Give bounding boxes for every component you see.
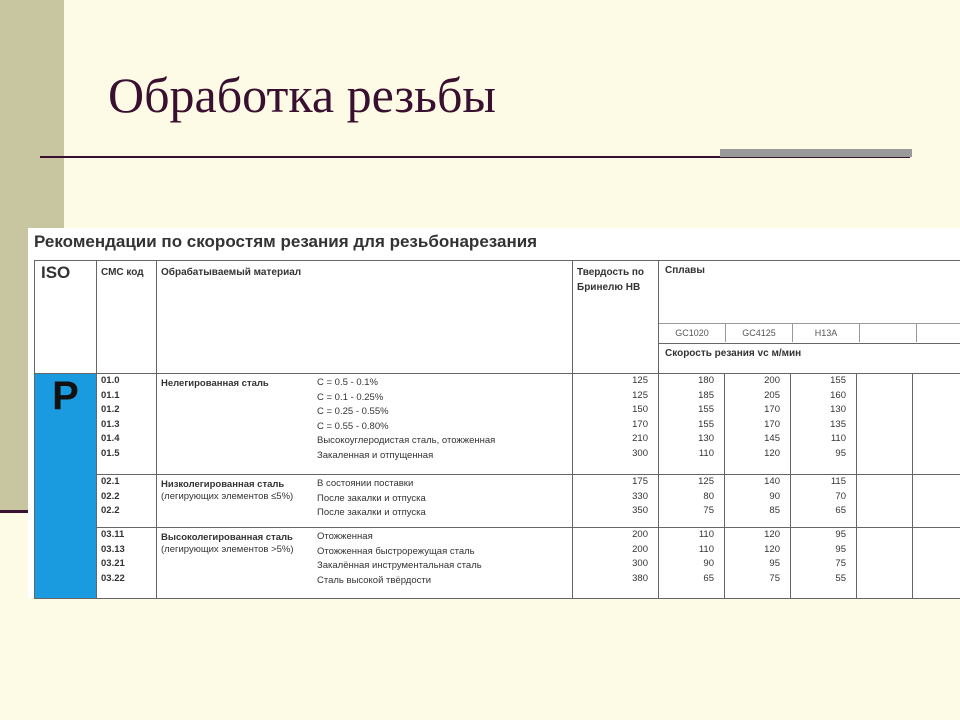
table-caption: Рекомендации по скоростям резания для резьбонарезания bbox=[34, 232, 538, 251]
header-cmc: СМС код bbox=[97, 261, 157, 374]
empty-col2-group-3 bbox=[913, 528, 960, 599]
alloy-empty-1 bbox=[860, 324, 917, 342]
material-group-2 bbox=[157, 475, 573, 528]
empty-col-group-2 bbox=[857, 475, 913, 528]
empty-col-group-1 bbox=[857, 374, 913, 475]
alloy-gc4125: GC4125 bbox=[726, 324, 793, 342]
alloys-title: Сплавы bbox=[665, 265, 705, 276]
table-header-row bbox=[35, 261, 960, 374]
h13a-group-2: 115 70 65 bbox=[791, 475, 857, 528]
gc4125-group-2: 140 90 85 bbox=[725, 475, 791, 528]
gc1020-group-2: 125 80 75 bbox=[659, 475, 725, 528]
header-material: Обрабатываемый материал bbox=[157, 261, 573, 374]
material-subtypes: C = 0.5 - 0.1% C = 0.1 - 0.25% C = 0.25 - 0.55% C = 0.55 - 0.80% Высокоуглеродистая сталь, отожженная Закаленная и отпущенная bbox=[317, 377, 496, 461]
material-name: Нелегированная сталь bbox=[161, 378, 269, 389]
empty-col2-group-1 bbox=[913, 374, 960, 475]
slide-title: Обработка резьбы bbox=[108, 67, 496, 123]
gc4125-group-1: 200 205 170 170 145 120 bbox=[725, 374, 791, 475]
h13a-group-1: 155 160 130 135 110 95 bbox=[791, 374, 857, 475]
gc1020-group-3: 110 110 90 65 bbox=[659, 528, 725, 599]
hb-group-2: 175 330 350 bbox=[573, 475, 659, 528]
iso-p-cell: P bbox=[35, 374, 97, 599]
gc1020-group-1: 180 185 155 155 130 110 bbox=[659, 374, 725, 475]
h13a-group-3: 95 95 75 55 bbox=[791, 528, 857, 599]
empty-col2-group-2 bbox=[913, 475, 960, 528]
codes-group-2: 02.1 02.2 02.2 bbox=[97, 475, 157, 528]
alloy-gc1020: GC1020 bbox=[659, 324, 726, 342]
material-name: Низколегированная сталь (легирующих элементов ≤5%) bbox=[161, 479, 294, 502]
header-iso: ISO bbox=[35, 261, 97, 374]
material-name: Высоколегированная сталь (легирующих элементов >5%) bbox=[161, 532, 294, 555]
hb-group-1: 125 125 150 170 210 300 bbox=[573, 374, 659, 475]
table-row-group-3 bbox=[35, 528, 960, 599]
hb-group-3: 200 200 300 380 bbox=[573, 528, 659, 599]
header-hardness: Твердость по Бринелю НВ bbox=[573, 261, 659, 374]
material-group-3 bbox=[157, 528, 573, 599]
speed-label: Скорость резания vc м/мин bbox=[659, 343, 960, 359]
codes-group-1: 01.0 01.1 01.2 01.3 01.4 01.5 bbox=[97, 374, 157, 475]
gc4125-group-3: 120 120 95 75 bbox=[725, 528, 791, 599]
material-group-1 bbox=[157, 374, 573, 475]
table-row-group-2 bbox=[35, 475, 960, 528]
material-subtypes: Отожженная Отожженная быстрорежущая сталь Закалённая инструментальная сталь Сталь высокой твёрдости bbox=[317, 531, 482, 586]
alloy-h13a: H13A bbox=[793, 324, 860, 342]
table-row-group-1 bbox=[35, 374, 960, 475]
material-subtypes: В состоянии поставки После закалки и отпуска После закалки и отпуска bbox=[317, 478, 426, 518]
title-rule-accent bbox=[720, 149, 912, 157]
side-line-accent bbox=[0, 510, 30, 513]
codes-group-3: 03.11 03.13 03.21 03.22 bbox=[97, 528, 157, 599]
empty-col-group-3 bbox=[857, 528, 913, 599]
cutting-speed-table bbox=[34, 260, 960, 599]
cutting-speed-table-figure bbox=[28, 228, 960, 598]
header-alloys bbox=[659, 261, 960, 374]
